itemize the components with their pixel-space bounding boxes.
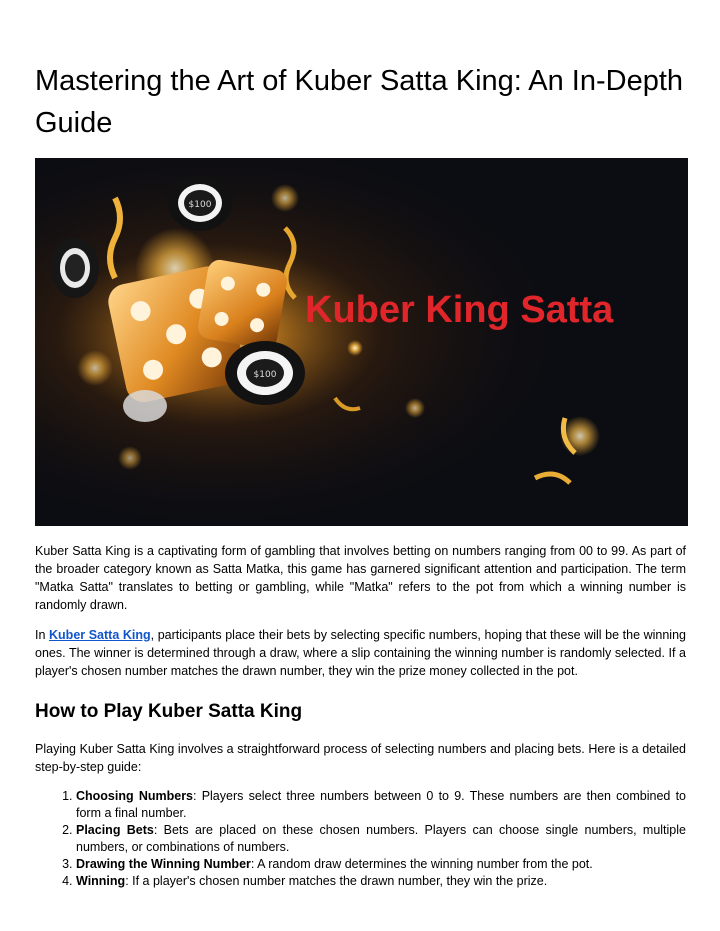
svg-text:$100: $100 <box>188 200 212 210</box>
list-item: 3. Drawing the Winning Number: A random draw determines the winning number from the pot. <box>76 856 686 873</box>
poker-chip-icon <box>168 175 232 231</box>
article-title: Mastering the Art of Kuber Satta King: An In-Depth Guide <box>35 65 684 139</box>
kuber-satta-king-link[interactable]: Kuber Satta King <box>49 628 151 642</box>
paragraph-2: In Kuber Satta King, participants place their bets by selecting specific numbers, hoping that these will be the winning ones. The winner is determined through a draw, where a slip containing the winning number is randomly selected. If a player's chosen number matches the drawn number, they win the prize money collected in the pot. <box>35 628 686 678</box>
steps-list <box>35 788 686 890</box>
list-item: 4. Winning: If a player's chosen number matches the drawn number, they win the prize. <box>76 873 686 890</box>
list-item: 2. Placing Bets: Bets are placed on these chosen numbers. Players can choose single numbers, multiple numbers, or combinations of numbers. <box>76 822 686 856</box>
intro-paragraph: Kuber Satta King is a captivating form of gambling that involves betting on numbers ranging from 00 to 99. As part of the broader category known as Satta Matka, this game has garnered significant attention and participation. The term "Matka Satta" translates to betting or gambling, while "Matka" refers to the pot from which a winning number is randomly drawn. <box>35 544 686 612</box>
list-item: 1. Choosing Numbers: Players select three numbers between 0 to 9. These numbers are then combined to form a final number. <box>76 788 686 822</box>
section-heading: How to Play Kuber Satta King <box>35 701 303 722</box>
svg-text:$100: $100 <box>253 370 277 380</box>
hero-overlay-text: Kuber King Satta <box>305 289 614 331</box>
hero-image <box>35 158 688 526</box>
paragraph-3: Playing Kuber Satta King involves a straightforward process of selecting numbers and placing bets. Here is a detailed step-by-step guide: <box>35 742 686 774</box>
